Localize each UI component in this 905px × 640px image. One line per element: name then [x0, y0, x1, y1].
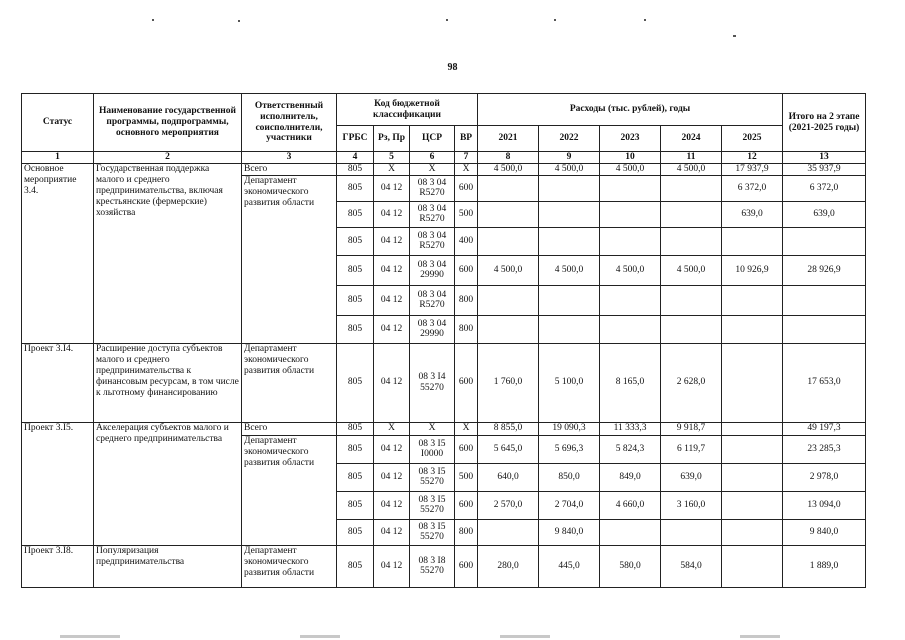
cell-2021: 2 570,0: [478, 491, 539, 519]
cell-total: 6 372,0: [783, 175, 866, 201]
cell-rz-pr: 04 12: [374, 201, 410, 227]
cell-rz-pr: X: [374, 422, 410, 435]
cell-2021: 1 760,0: [478, 343, 539, 422]
cell-grbs: 805: [337, 163, 374, 175]
cell-2024: [661, 315, 722, 343]
budget-table: [21, 93, 866, 588]
cell-csr: 08 3 04 R5270: [410, 285, 455, 315]
cell-total: 28 926,9: [783, 255, 866, 285]
cell-2024: [661, 175, 722, 201]
header-grbs: ГРБС: [337, 126, 374, 152]
cell-2022: 2 704,0: [539, 491, 600, 519]
cell-2021: [478, 519, 539, 545]
cell-rz-pr: 04 12: [374, 315, 410, 343]
cell-2021: 280,0: [478, 545, 539, 587]
cell-2024: 9 918,7: [661, 422, 722, 435]
cell-vr: X: [455, 422, 478, 435]
cell-2023: 5 824,3: [600, 435, 661, 463]
header-year-2023: 2023: [600, 126, 661, 152]
cell-2024: 6 119,7: [661, 435, 722, 463]
scan-speck: [446, 19, 448, 21]
row-status: Проект 3.I4.: [22, 343, 94, 422]
cell-2025: [722, 227, 783, 255]
cell-2022: [539, 285, 600, 315]
column-index: 3: [242, 152, 337, 164]
cell-2022: 445,0: [539, 545, 600, 587]
column-index: 12: [722, 152, 783, 164]
cell-2021: 8 855,0: [478, 422, 539, 435]
cell-vr: X: [455, 163, 478, 175]
cell-grbs: 805: [337, 201, 374, 227]
column-index: 11: [661, 152, 722, 164]
scan-speck: [644, 19, 646, 21]
cell-2024: 3 160,0: [661, 491, 722, 519]
cell-total: 2 978,0: [783, 463, 866, 491]
cell-2025: [722, 315, 783, 343]
cell-2024: [661, 285, 722, 315]
cell-rz-pr: 04 12: [374, 255, 410, 285]
cell-2022: 850,0: [539, 463, 600, 491]
cell-2022: 5 696,3: [539, 435, 600, 463]
cell-total: 639,0: [783, 201, 866, 227]
cell-2025: [722, 343, 783, 422]
cell-2021: [478, 285, 539, 315]
cell-grbs: 805: [337, 175, 374, 201]
cell-vr: 600: [455, 343, 478, 422]
cell-2023: 8 165,0: [600, 343, 661, 422]
cell-2025: 10 926,9: [722, 255, 783, 285]
cell-rz-pr: X: [374, 163, 410, 175]
header-status: Статус: [22, 94, 94, 152]
cell-csr: 08 3 I4 55270: [410, 343, 455, 422]
cell-2021: 640,0: [478, 463, 539, 491]
cell-grbs: 805: [337, 285, 374, 315]
header-vr: ВР: [455, 126, 478, 152]
cell-total: 13 094,0: [783, 491, 866, 519]
cell-total: [783, 227, 866, 255]
cell-2025: [722, 545, 783, 587]
cell-total: 9 840,0: [783, 519, 866, 545]
cell-2021: 5 645,0: [478, 435, 539, 463]
cell-vr: 600: [455, 435, 478, 463]
cell-grbs: 805: [337, 227, 374, 255]
table-row: [22, 422, 866, 435]
cell-2025: [722, 463, 783, 491]
cell-2023: [600, 201, 661, 227]
cell-2023: [600, 175, 661, 201]
cell-2022: 4 500,0: [539, 163, 600, 175]
page-number: 98: [447, 62, 458, 73]
header-year-2022: 2022: [539, 126, 600, 152]
cell-2024: 4 500,0: [661, 163, 722, 175]
scan-edge-line: [500, 635, 550, 638]
cell-2021: 4 500,0: [478, 163, 539, 175]
cell-grbs: 805: [337, 343, 374, 422]
cell-2024: 4 500,0: [661, 255, 722, 285]
cell-2024: 639,0: [661, 463, 722, 491]
cell-2022: 4 500,0: [539, 255, 600, 285]
header-rz-pr: Рз, Пр: [374, 126, 410, 152]
cell-grbs: 805: [337, 435, 374, 463]
column-index: 10: [600, 152, 661, 164]
cell-2024: [661, 519, 722, 545]
cell-rz-pr: 04 12: [374, 227, 410, 255]
column-index: 9: [539, 152, 600, 164]
cell-rz-pr: 04 12: [374, 285, 410, 315]
cell-vr: 600: [455, 255, 478, 285]
scan-speck: [733, 35, 736, 37]
scan-edge-line: [300, 635, 340, 638]
cell-rz-pr: 04 12: [374, 435, 410, 463]
cell-vr: 400: [455, 227, 478, 255]
cell-vr: 600: [455, 545, 478, 587]
cell-total: 17 653,0: [783, 343, 866, 422]
header-responsible: Ответственный исполнитель, соисполнители, участники: [242, 94, 337, 152]
cell-grbs: 805: [337, 255, 374, 285]
cell-grbs: 805: [337, 519, 374, 545]
header-row: [22, 94, 866, 126]
table-row: [22, 343, 866, 422]
cell-2023: 4 500,0: [600, 163, 661, 175]
column-index: 5: [374, 152, 410, 164]
cell-csr: 08 3 I5 55270: [410, 463, 455, 491]
cell-rz-pr: 04 12: [374, 491, 410, 519]
cell-rz-pr: 04 12: [374, 545, 410, 587]
cell-2025: [722, 491, 783, 519]
cell-2022: [539, 227, 600, 255]
row-name: Расширение доступа субъектов малого и среднего предпринимательства к финансовым ресурсам, в том числе к льготному финансированию: [94, 343, 242, 422]
header-year-2021: 2021: [478, 126, 539, 152]
cell-csr: X: [410, 163, 455, 175]
cell-2023: [600, 315, 661, 343]
cell-2023: 4 500,0: [600, 255, 661, 285]
cell-csr: 08 3 I5 55270: [410, 491, 455, 519]
cell-total: [783, 315, 866, 343]
cell-grbs: 805: [337, 491, 374, 519]
header-total: Итого на 2 этапе (2021-2025 годы): [783, 94, 866, 152]
row-responsible: Департамент экономического развития области: [242, 343, 337, 422]
cell-2022: [539, 201, 600, 227]
cell-vr: 800: [455, 285, 478, 315]
cell-2021: 4 500,0: [478, 255, 539, 285]
cell-total: 1 889,0: [783, 545, 866, 587]
column-index-row: [22, 152, 866, 164]
row-status: Проект 3.I8.: [22, 545, 94, 587]
cell-csr: 08 3 I8 55270: [410, 545, 455, 587]
cell-csr: 08 3 I5 I0000: [410, 435, 455, 463]
column-index: 8: [478, 152, 539, 164]
cell-2021: [478, 315, 539, 343]
scan-edge-line: [740, 635, 780, 638]
cell-csr: 08 3 I5 55270: [410, 519, 455, 545]
cell-2022: [539, 175, 600, 201]
cell-vr: 600: [455, 175, 478, 201]
cell-2021: [478, 227, 539, 255]
table-row: [22, 163, 866, 175]
column-index: 1: [22, 152, 94, 164]
table-row: [22, 545, 866, 587]
cell-2025: 6 372,0: [722, 175, 783, 201]
cell-2025: [722, 422, 783, 435]
cell-grbs: 805: [337, 422, 374, 435]
cell-2023: [600, 227, 661, 255]
cell-csr: X: [410, 422, 455, 435]
header-budget-code: Код бюджетной классификации: [337, 94, 478, 126]
cell-2024: [661, 227, 722, 255]
cell-2022: 5 100,0: [539, 343, 600, 422]
cell-vr: 600: [455, 491, 478, 519]
cell-2025: [722, 285, 783, 315]
cell-2023: [600, 519, 661, 545]
cell-2023: 849,0: [600, 463, 661, 491]
cell-vr: 500: [455, 463, 478, 491]
cell-2022: [539, 315, 600, 343]
cell-csr: 08 3 04 R5270: [410, 201, 455, 227]
row-status: Основное мероприятие 3.4.: [22, 163, 94, 343]
cell-rz-pr: 04 12: [374, 175, 410, 201]
header-year-2024: 2024: [661, 126, 722, 152]
cell-csr: 08 3 04 29990: [410, 255, 455, 285]
row-name: Государственная поддержка малого и среднего предпринимательства, включая крестьянские (фермерские) хозяйства: [94, 163, 242, 343]
row-responsible: Департамент экономического развития области: [242, 175, 337, 343]
cell-total: 23 285,3: [783, 435, 866, 463]
cell-2025: 639,0: [722, 201, 783, 227]
cell-csr: 08 3 04 R5270: [410, 175, 455, 201]
cell-2024: 584,0: [661, 545, 722, 587]
scan-speck: [554, 19, 556, 21]
header-year-2025: 2025: [722, 126, 783, 152]
cell-total: [783, 285, 866, 315]
cell-2023: 580,0: [600, 545, 661, 587]
cell-2023: 11 333,3: [600, 422, 661, 435]
header-csr: ЦСР: [410, 126, 455, 152]
cell-2023: 4 660,0: [600, 491, 661, 519]
cell-2024: [661, 201, 722, 227]
cell-total: 49 197,3: [783, 422, 866, 435]
cell-rz-pr: 04 12: [374, 463, 410, 491]
column-index: 13: [783, 152, 866, 164]
cell-vr: 800: [455, 519, 478, 545]
cell-vr: 500: [455, 201, 478, 227]
header-expenses: Расходы (тыс. рублей), годы: [478, 94, 783, 126]
cell-rz-pr: 04 12: [374, 519, 410, 545]
column-index: 7: [455, 152, 478, 164]
cell-rz-pr: 04 12: [374, 343, 410, 422]
cell-grbs: 805: [337, 315, 374, 343]
column-index: 4: [337, 152, 374, 164]
row-responsible: Департамент экономического развития области: [242, 545, 337, 587]
cell-2025: [722, 519, 783, 545]
cell-grbs: 805: [337, 545, 374, 587]
column-index: 6: [410, 152, 455, 164]
cell-vr: 800: [455, 315, 478, 343]
column-index: 2: [94, 152, 242, 164]
scan-edge-line: [60, 635, 120, 638]
cell-2025: 17 937,9: [722, 163, 783, 175]
cell-csr: 08 3 04 29990: [410, 315, 455, 343]
cell-2022: 9 840,0: [539, 519, 600, 545]
cell-2021: [478, 201, 539, 227]
row-status: Проект 3.I5.: [22, 422, 94, 545]
cell-2021: [478, 175, 539, 201]
row-name: Популяризация предпринимательства: [94, 545, 242, 587]
row-responsible: Всего: [242, 422, 337, 435]
cell-csr: 08 3 04 R5270: [410, 227, 455, 255]
row-responsible: Департамент экономического развития области: [242, 435, 337, 545]
cell-2023: [600, 285, 661, 315]
cell-2022: 19 090,3: [539, 422, 600, 435]
row-name: Акселерация субъектов малого и среднего предпринимательства: [94, 422, 242, 545]
cell-2024: 2 628,0: [661, 343, 722, 422]
scan-speck: [152, 19, 154, 21]
cell-grbs: 805: [337, 463, 374, 491]
cell-2025: [722, 435, 783, 463]
row-responsible: Всего: [242, 163, 337, 175]
header-name: Наименование государственной программы, подпрограммы, основного мероприятия: [94, 94, 242, 152]
cell-total: 35 937,9: [783, 163, 866, 175]
scan-speck: [238, 20, 240, 22]
